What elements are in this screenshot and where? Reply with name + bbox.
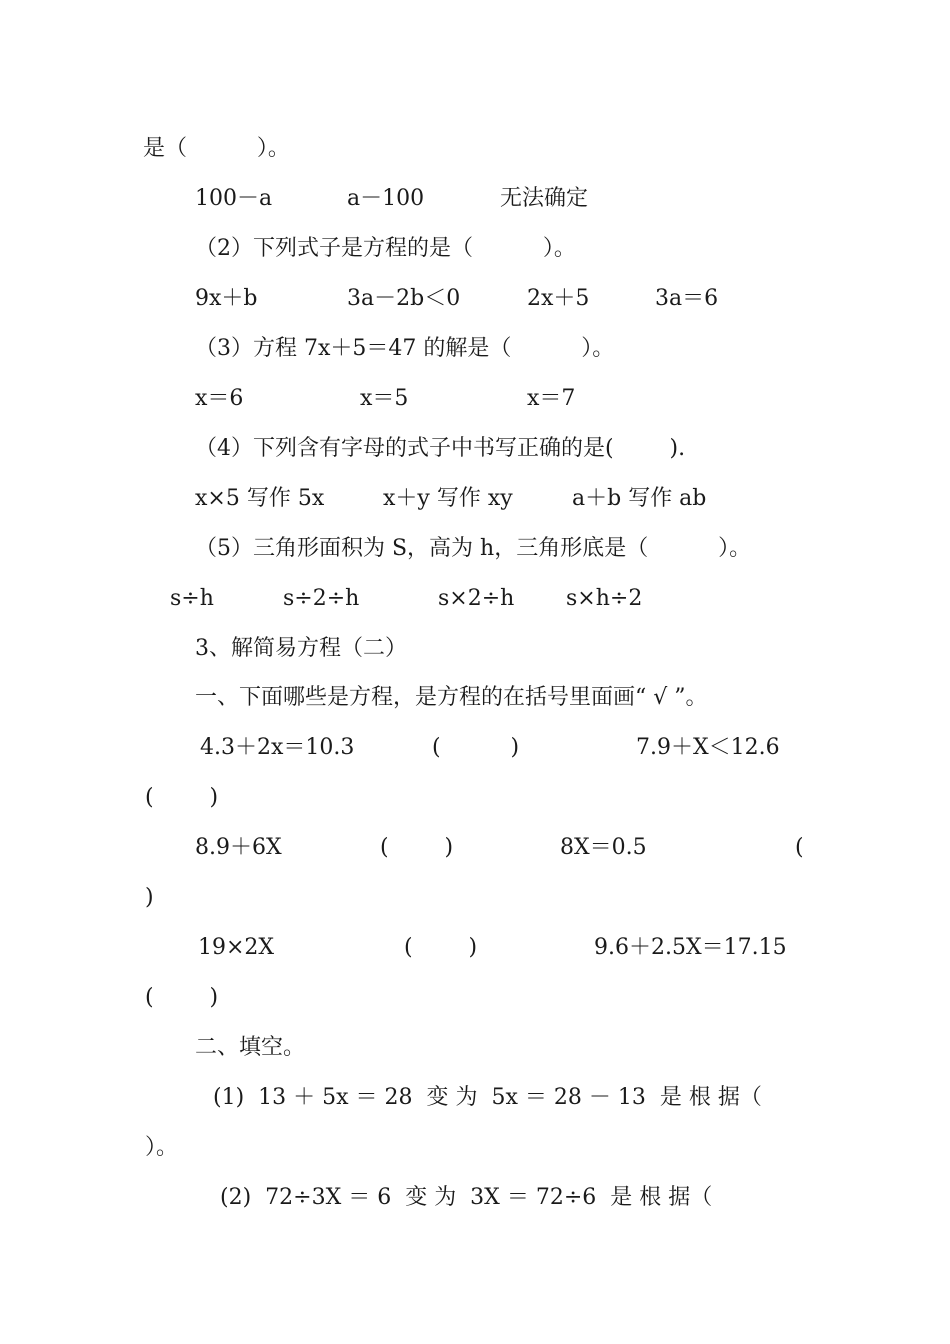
fill-q1: (1) 13 ＋ 5x ＝ 28 变 为 5x ＝ 28 － 13 是 根 据（ bbox=[213, 1085, 762, 1110]
q2-option-c: 2x＋5 bbox=[527, 286, 590, 311]
q3-stem: （3）方程 7x＋5＝47 的解是（ ）。 bbox=[195, 336, 615, 361]
eq1-expression: 4.3＋2x＝10.3 bbox=[200, 735, 355, 760]
q1-option-b: a－100 bbox=[347, 186, 425, 211]
q3-option-b: x＝5 bbox=[360, 386, 409, 411]
q4-option-c: a＋b 写作 ab bbox=[572, 486, 707, 511]
eq5-expression: 19×2X bbox=[198, 935, 275, 960]
q3-option-a: x＝6 bbox=[195, 386, 244, 411]
eq2-expression: 7.9＋X＜12.6 bbox=[636, 735, 780, 760]
eq4-expression: 8X＝0.5 bbox=[560, 835, 647, 860]
eq5-answer-paren: ( ) bbox=[404, 935, 478, 960]
part-two-heading: 二、填空。 bbox=[195, 1035, 306, 1060]
eq3-answer-paren: ( ) bbox=[380, 835, 454, 860]
q4-option-b: x＋y 写作 xy bbox=[383, 486, 513, 511]
q5-option-d: s×h÷2 bbox=[566, 586, 643, 611]
q5-stem: （5）三角形面积为 S，高为 h，三角形底是（ ）。 bbox=[195, 536, 752, 561]
eq4-answer-paren-open: ( bbox=[795, 835, 804, 860]
eq4-answer-paren-close: ) bbox=[145, 885, 154, 910]
q1-option-c: 无法确定 bbox=[500, 186, 589, 211]
eq1-answer-paren: ( ) bbox=[432, 735, 520, 760]
eq2-answer-paren: ( ) bbox=[145, 785, 219, 810]
q2-option-a: 9x＋b bbox=[195, 286, 258, 311]
fill-q1-end: ）。 bbox=[145, 1135, 179, 1160]
part-one-heading: 一、下面哪些是方程，是方程的在括号里面画“ √ ”。 bbox=[195, 685, 708, 710]
q5-option-a: s÷h bbox=[170, 586, 214, 611]
q5-option-b: s÷2÷h bbox=[283, 586, 360, 611]
section-heading-3: 3、解简易方程（二） bbox=[195, 636, 407, 661]
fill-q2: (2) 72÷3X ＝ 6 变 为 3X ＝ 72÷6 是 根 据（ bbox=[220, 1185, 713, 1210]
q4-stem: （4）下列含有字母的式子中书写正确的是( ). bbox=[195, 436, 686, 461]
q2-stem: （2）下列式子是方程的是（ ）。 bbox=[195, 236, 576, 261]
q1-stem-end: 是（ ）。 bbox=[143, 136, 290, 161]
q1-option-a: 100－a bbox=[195, 186, 273, 211]
q3-option-c: x＝7 bbox=[527, 386, 576, 411]
q4-option-a: x×5 写作 5x bbox=[195, 486, 325, 511]
eq3-expression: 8.9＋6X bbox=[195, 835, 282, 860]
q2-option-d: 3a＝6 bbox=[655, 286, 719, 311]
eq6-expression: 9.6＋2.5X＝17.15 bbox=[594, 935, 787, 960]
q2-option-b: 3a－2b＜0 bbox=[347, 286, 461, 311]
eq6-answer-paren: ( ) bbox=[145, 985, 219, 1010]
q5-option-c: s×2÷h bbox=[438, 586, 515, 611]
